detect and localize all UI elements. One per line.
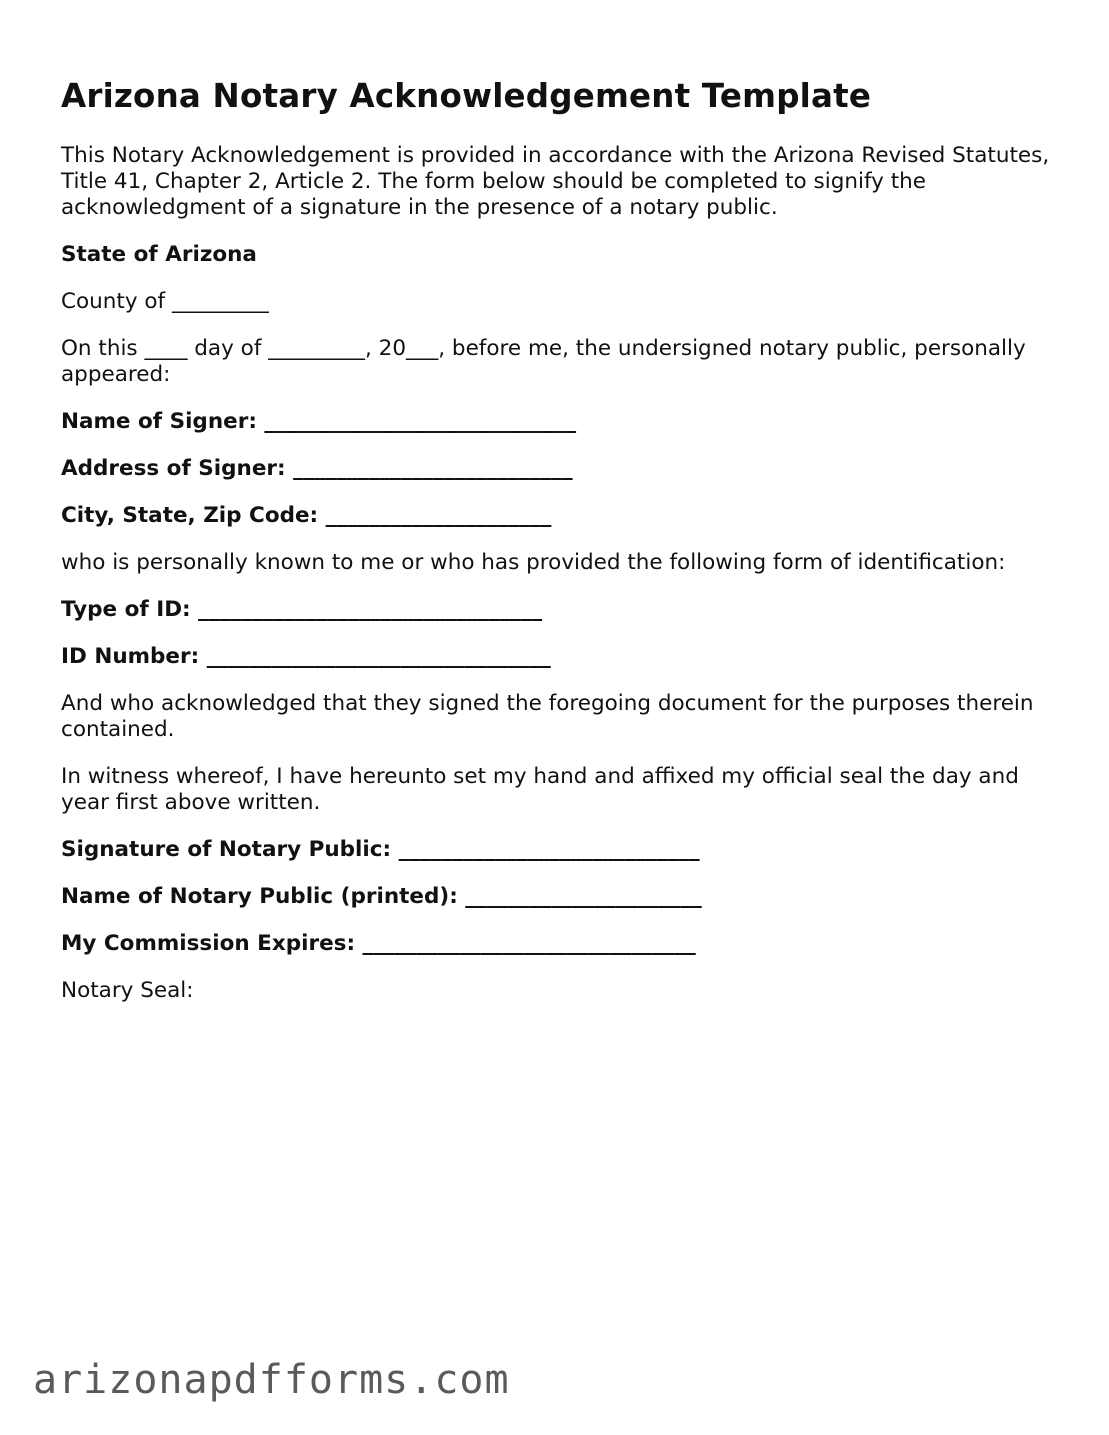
notary-name-field: Name of Notary Public (printed): ______________________ <box>61 884 702 909</box>
watermark-text: arizonapdfforms.com <box>33 1357 510 1403</box>
id-number-field: ID Number: ________________________________ <box>61 644 551 669</box>
notary-seal-label: Notary Seal: <box>61 978 194 1003</box>
date-line: On this ____ day of _________, 20___, before me, the undersigned notary public, personally appeared: <box>61 336 1026 387</box>
acknowledged-paragraph: And who acknowledged that they signed the foregoing document for the purposes therein contained. <box>61 691 1034 742</box>
document-page <box>61 76 1056 1025</box>
county-line: County of _________ <box>61 289 269 314</box>
signer-address-field: Address of Signer: __________________________ <box>61 456 573 481</box>
signer-city-field: City, State, Zip Code: _____________________ <box>61 503 552 528</box>
intro-paragraph: This Notary Acknowledgement is provided in accordance with the Arizona Revised Statutes, Title 41, Chapter 2, Article 2. The form below should be completed to signify the acknowledgment of a signature in the presence of a notary public. <box>61 143 1050 220</box>
commission-expires-field: My Commission Expires: _______________________________ <box>61 931 696 956</box>
identification-line: who is personally known to me or who has provided the following form of identification: <box>61 550 1006 575</box>
document-title: Arizona Notary Acknowledgement Template <box>61 77 872 115</box>
notary-signature-field: Signature of Notary Public: ____________________________ <box>61 837 700 862</box>
witness-paragraph: In witness whereof, I have hereunto set my hand and affixed my official seal the day and year first above written. <box>61 764 1019 815</box>
state-line: State of Arizona <box>61 242 257 267</box>
id-type-field: Type of ID: ________________________________ <box>61 597 543 622</box>
signer-name-field: Name of Signer: _____________________________ <box>61 409 577 434</box>
